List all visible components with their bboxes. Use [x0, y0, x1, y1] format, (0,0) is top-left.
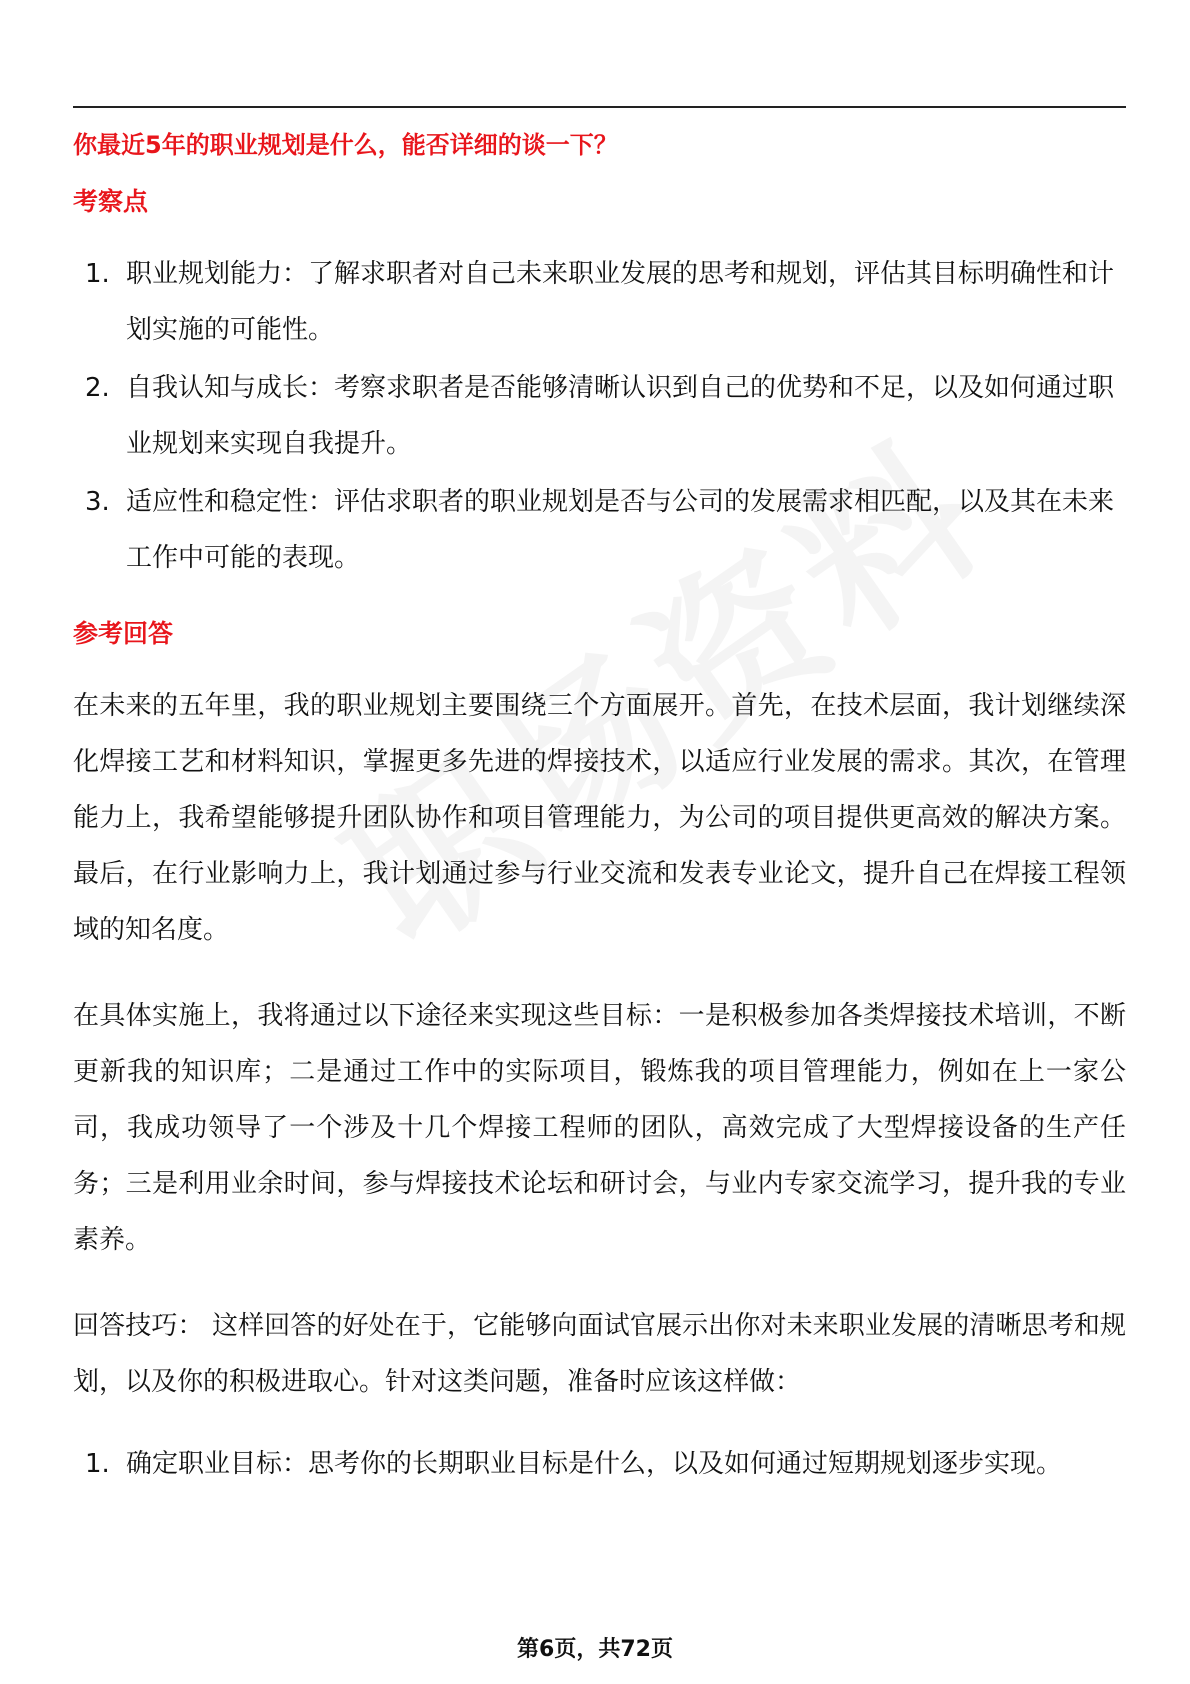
section-heading-assessment: 考察点 — [73, 187, 149, 216]
section-heading-answer: 参考回答 — [73, 619, 174, 648]
list-text: 职业规划能力：了解求职者对自己未来职业发展的思考和规划，评估其目标明确性和计划实施的可能性。 — [126, 259, 1115, 345]
tips-list — [73, 1436, 1126, 1492]
list-item — [73, 1436, 1126, 1492]
list-number: 1. — [85, 259, 110, 289]
list-item — [73, 474, 1126, 586]
list-item — [73, 360, 1126, 472]
list-text: 适应性和稳定性：评估求职者的职业规划是否与公司的发展需求相匹配，以及其在未来工作中可能的表现。 — [126, 487, 1115, 573]
page-content — [73, 128, 1126, 1494]
list-item — [73, 246, 1126, 358]
page-number: 第6页，共72页 — [517, 1637, 673, 1662]
answer-paragraph: 在未来的五年里，我的职业规划主要围绕三个方面展开。首先，在技术层面，我计划继续深化焊接工艺和材料知识，掌握更多先进的焊接技术，以适应行业发展的需求。其次，在管理能力上，我希望能够提升团队协作和项目管理能力，为公司的项目提供更高效的解决方案。最后，在行业影响力上，我计划通过参与行业交流和发表专业论文，提升自己在焊接工程领域的知名度。 — [73, 691, 1126, 945]
assessment-list — [73, 246, 1126, 586]
list-number: 1. — [85, 1449, 110, 1479]
list-text: 确定职业目标：思考你的长期职业目标是什么，以及如何通过短期规划逐步实现。 — [126, 1449, 1063, 1479]
answer-tips-paragraph: 回答技巧： 这样回答的好处在于，它能够向面试官展示出你对未来职业发展的清晰思考和规划，以及你的积极进取心。针对这类问题，准备时应该这样做： — [73, 1311, 1126, 1397]
list-number: 3. — [85, 487, 110, 517]
question-title: 你最近5年的职业规划是什么，能否详细的谈一下？ — [73, 131, 618, 159]
answer-paragraph: 在具体实施上，我将通过以下途径来实现这些目标：一是积极参加各类焊接技术培训，不断更新我的知识库；二是通过工作中的实际项目，锻炼我的项目管理能力，例如在上一家公司，我成功领导了一个涉及十几个焊接工程师的团队，高效完成了大型焊接设备的生产任务；三是利用业余时间，参与焊接技术论坛和研讨会，与业内专家交流学习，提升我的专业素养。 — [73, 1001, 1126, 1255]
header-rule — [73, 106, 1126, 108]
list-text: 自我认知与成长：考察求职者是否能够清晰认识到自己的优势和不足，以及如何通过职业规划来实现自我提升。 — [126, 373, 1115, 459]
list-number: 2. — [85, 373, 110, 403]
